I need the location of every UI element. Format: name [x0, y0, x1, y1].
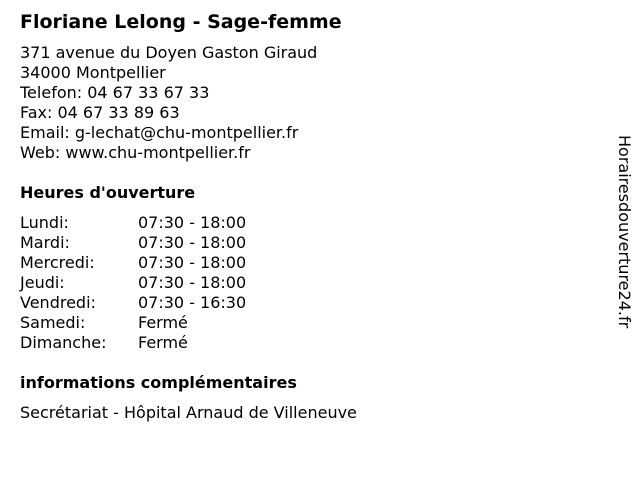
hours-time: Fermé	[138, 333, 188, 352]
email-line: Email: g-lechat@chu-montpellier.fr	[20, 123, 299, 142]
hours-time: 07:30 - 16:30	[138, 293, 247, 312]
info-heading: informations complémentaires	[20, 373, 297, 392]
hours-time: 07:30 - 18:00	[138, 253, 247, 272]
phone-line: Telefon: 04 67 33 67 33	[20, 83, 210, 102]
contact-block	[20, 43, 317, 163]
hours-day: Mercredi:	[20, 253, 95, 272]
hours-row	[20, 253, 320, 273]
hours-day: Vendredi:	[20, 293, 96, 312]
watermark	[612, 135, 636, 375]
hours-row	[20, 333, 320, 353]
hours-time: 07:30 - 18:00	[138, 213, 247, 232]
hours-row	[20, 273, 320, 293]
hours-day: Samedi:	[20, 313, 86, 332]
hours-table	[20, 213, 320, 353]
web-line: Web: www.chu-montpellier.fr	[20, 143, 251, 162]
hours-day: Dimanche:	[20, 333, 107, 352]
hours-day: Lundi:	[20, 213, 69, 232]
address-line-1: 371 avenue du Doyen Gaston Giraud	[20, 43, 318, 62]
hours-time: 07:30 - 18:00	[138, 233, 247, 252]
hours-row	[20, 313, 320, 333]
info-text: Secrétariat - Hôpital Arnaud de Villeneuve	[20, 403, 357, 422]
hours-heading: Heures d'ouverture	[20, 183, 196, 202]
hours-time: 07:30 - 18:00	[138, 273, 247, 292]
hours-day: Mardi:	[20, 233, 70, 252]
hours-day: Jeudi:	[20, 273, 65, 292]
watermark-text: Horairesdouverture24.fr	[615, 135, 634, 329]
address-line-2: 34000 Montpellier	[20, 63, 166, 82]
fax-line: Fax: 04 67 33 89 63	[20, 103, 180, 122]
hours-row	[20, 293, 320, 313]
hours-time: Fermé	[138, 313, 188, 332]
hours-row	[20, 233, 320, 253]
page-title: Floriane Lelong - Sage-femme	[20, 11, 342, 33]
hours-row	[20, 213, 320, 233]
